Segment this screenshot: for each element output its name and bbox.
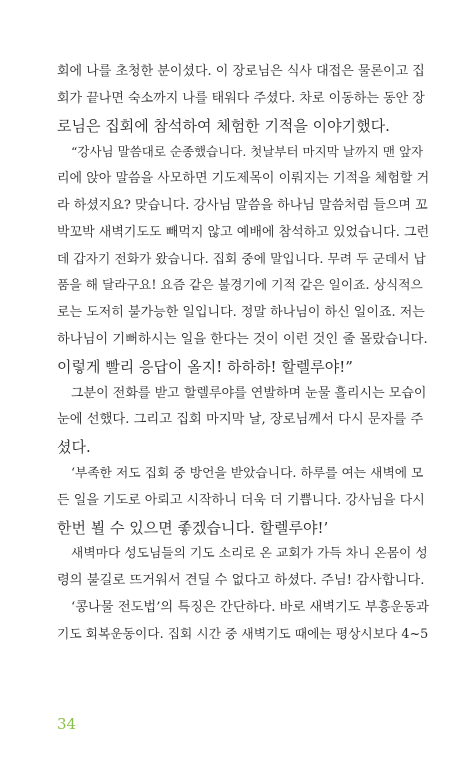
- text-line: 셨다.: [57, 438, 91, 457]
- text-line: ‘콩나물 전도법’의 특징은 간단하다. 바로 새벽기도 부흥운동과: [71, 599, 429, 615]
- text-line: 로님은 집회에 참석하여 체험한 기적을 이야기했다.: [57, 116, 390, 135]
- text-line: 회가 끝나면 숙소까지 나를 태워다 주셨다. 차로 이동하는 동안 장: [57, 90, 425, 106]
- paragraph: [57, 384, 429, 458]
- text-line: 라 하셨지요? 맞습니다. 강사님 말씀을 하나님 말씀처럼 들으며 꼬: [57, 197, 428, 213]
- page-number: 34: [57, 715, 77, 733]
- paragraph: [57, 142, 429, 376]
- text-line: 령의 불길로 뜨거워서 견딜 수 없다고 하셨다. 주님! 감사합니다.: [57, 573, 425, 589]
- paragraph: [57, 464, 429, 538]
- text-line: 그분이 전화를 받고 할렐루야를 연발하며 눈물 흘리시는 모습이: [71, 385, 427, 401]
- text-line: 눈에 선했다. 그리고 집회 마지막 날, 장로님께서 다시 문자를 주: [57, 412, 424, 428]
- book-page-body: [57, 62, 429, 652]
- paragraph: [57, 544, 429, 591]
- text-line: 든 일을 기도로 아뢰고 시작하니 더욱 더 기쁩니다. 강사님을 다시: [57, 492, 425, 508]
- text-line: 로는 도저히 불가능한 일입니다. 정말 하나님이 하신 일이죠. 저는: [57, 305, 425, 321]
- text-line: 새벽마다 성도님들의 기도 소리로 온 교회가 가득 차니 온몸이 성: [71, 546, 428, 562]
- text-line: 품을 해 달라구요! 요즘 같은 불경기에 기적 같은 일이죠. 상식적으: [57, 278, 423, 294]
- text-line: 하나님이 기뻐하시는 일을 한다는 것이 이런 것인 줄 몰랐습니다.: [57, 331, 428, 347]
- text-line: “강사님 말씀대로 순종했습니다. 첫날부터 마지막 날까지 맨 앞자: [71, 144, 424, 160]
- text-line: 데 갑자기 전화가 왔습니다. 집회 중에 말입니다. 무려 두 군데서 납: [57, 251, 426, 267]
- text-line: 리에 앉아 말씀을 사모하면 기도제목이 이뤄지는 기적을 체험할 거: [57, 171, 430, 187]
- text-line: 박꼬박 새벽기도도 빼먹지 않고 예배에 참석하고 있었습니다. 그런: [57, 224, 430, 240]
- text-line: 한번 뵐 수 있으면 좋겠습니다. 할렐루야!’: [57, 518, 329, 537]
- text-line: 회에 나를 초청한 분이셨다. 이 장로님은 식사 대접은 물론이고 집: [57, 64, 425, 79]
- text-line: 기도 회복운동이다. 집회 시간 중 새벽기도 때에는 평상시보다 4~5: [57, 626, 429, 642]
- paragraph: [57, 62, 429, 136]
- paragraph: [57, 598, 429, 645]
- text-line: ‘부족한 저도 집회 중 방언을 받았습니다. 하루를 여는 새벽에 모: [71, 465, 424, 481]
- text-line: 이렇게 빨리 응답이 올지! 하하하! 할렐루야!”: [57, 357, 353, 376]
